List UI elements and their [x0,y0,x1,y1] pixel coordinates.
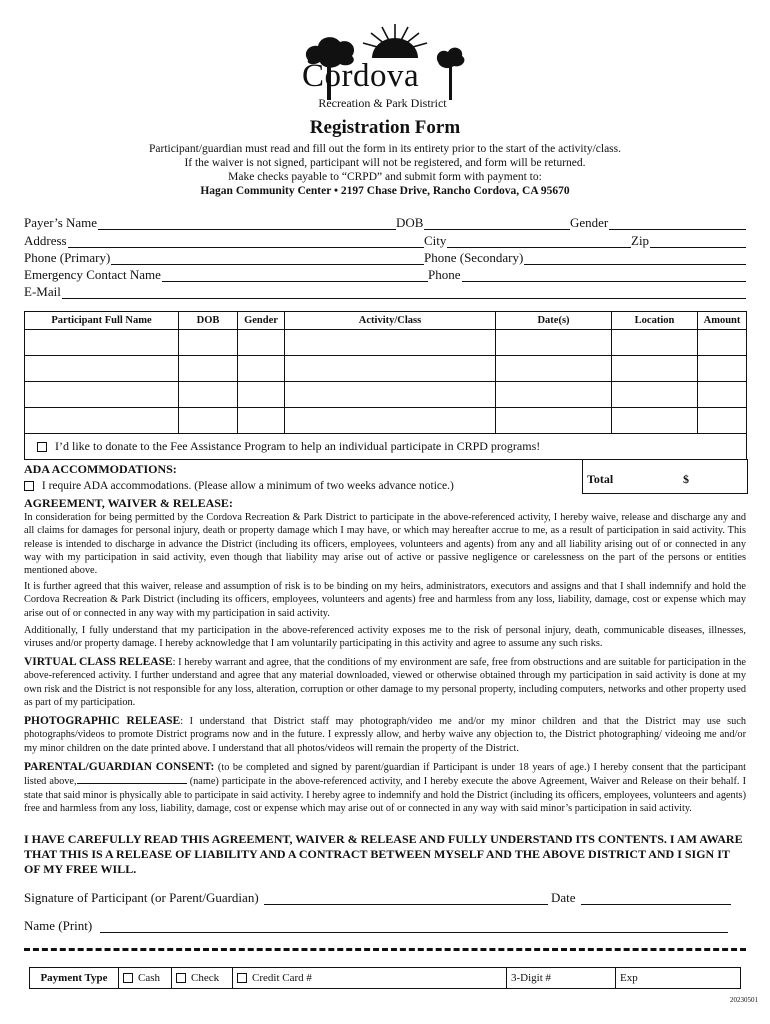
phone-secondary-field[interactable] [536,250,746,264]
parental-text-2: (name) participate in the above-referenced activity, and I hereby execute the above Agreement, Waiver and Release on their behalf. I state that said minor is physically able to participate in said activity. I hereby agree to indemnify and hold the District (including its officers, employees, volunteers and agents) free and harmless from any loss, liability, damage, cost or expense which may arise out of or connected in any way with said minor’s participation in said activity. [24,776,746,814]
name-print-row [24,918,746,936]
phone-primary-label: Phone (Primary) [24,250,111,265]
date-label: Date [551,890,576,905]
col-participant-name: Participant Full Name [25,312,179,330]
name-print-field[interactable] [100,918,728,933]
col-dates: Date(s) [496,312,612,330]
donate-checkbox[interactable] [37,442,47,452]
ada-option-label: I require ADA accommodations. (Please allow a minimum of two weeks advance notice.) [41,480,454,492]
emergency-phone-field[interactable] [466,267,746,281]
digit-field[interactable] [507,968,616,989]
total-label: Total [587,472,614,486]
donate-label: I’d like to donate to the Fee Assistance Program to help an individual participate in CRPD programs! [55,439,541,453]
agreement-heading: AGREEMENT, WAIVER & RELEASE: [24,496,233,510]
parental-lead: PARENTAL/GUARDIAN CONSENT: [24,761,215,773]
row-phone [24,250,746,267]
total-box [582,459,748,494]
table-row [25,356,747,382]
intro-line-2: If the waiver is not signed, participant will not be registered, and form will be returned. [184,157,586,169]
participant-table [24,311,747,434]
logo-subtitle: Recreation & Park District [318,96,447,110]
email-field[interactable] [66,284,746,298]
phone-primary-field[interactable] [116,250,421,264]
col-amount: Amount [698,312,747,330]
name-print-label: Name (Print) [24,918,93,933]
payment-type-label: Payment Type [30,968,119,989]
parental-text-1: (to be completed and signed by parent/guardian if Participant is under 18 years of age.) I hereby consent that the participant listed above, [24,762,746,788]
table-row [25,330,747,356]
signature-label: Signature of Participant (or Parent/Guardian) [24,890,259,905]
cash-checkbox[interactable] [123,973,133,983]
address-field[interactable] [70,233,420,247]
col-location: Location [612,312,698,330]
table-row [25,382,747,408]
minor-name-field[interactable] [77,774,187,784]
col-gender: Gender [238,312,285,330]
row-email [24,284,746,301]
date-field[interactable] [581,890,731,905]
virtual-lead: VIRTUAL CLASS RELEASE [24,656,173,668]
logo-wordmark: Cordova [302,58,420,94]
virtual-text: : I hereby warrant and agree, that the conditions of my environment are safe, free from obstructions and are suitable for participation in the above-referenced activity. I further understand and agree that any material downloaded, viewed or otherwise obtained through my participation in said activity is done at my own risk and the District is not responsible for any loss, alteration, corruption or other damage to my personal property, including computers, networks and other property used as part of my participation. [24,657,746,708]
signature-row [24,890,746,908]
payer-name-field[interactable] [104,215,394,229]
document-number: 20230501 [730,996,758,1004]
ada-heading: ADA ACCOMMODATIONS: [24,462,177,476]
phone-secondary-label: Phone (Secondary) [424,250,524,265]
payer-name-label: Payer’s Name [24,215,98,230]
parental-consent [24,761,746,815]
payment-row [30,968,741,989]
zip-label: Zip [631,233,650,248]
exp-field[interactable] [616,968,741,989]
row-address [24,233,746,250]
certify-statement: I HAVE CAREFULLY READ THIS AGREEMENT, WAIVER & RELEASE AND FULLY UNDERSTAND ITS CONTENTS. I AM AWARE THAT THIS IS A RELEASE OF LIABILITY AND A CONTRACT BETWEEN MYSELF AND THE ABOVE DISTRICT AND I SIGN IT OF MY FREE WILL. [24,832,743,876]
ada-option [24,480,454,492]
gender-label: Gender [570,215,609,230]
emergency-contact-field[interactable] [170,267,425,281]
credit-checkbox[interactable] [237,973,247,983]
col-dob: DOB [179,312,238,330]
city-field[interactable] [454,233,629,247]
donate-row [24,433,747,460]
intro-address: Hagan Community Center • 2197 Chase Drive, Rancho Cordova, CA 95670 [200,185,570,197]
emergency-contact-label: Emergency Contact Name [24,267,161,282]
table-header-row [25,312,747,330]
payment-table [29,967,741,989]
cash-option[interactable] [119,968,172,989]
col-activity: Activity/Class [285,312,496,330]
agreement-p2: It is further agreed that this waiver, release and assumption of risk is to be binding on my heirs, administrators, executors and assigns and that I shall indemnify and hold the Cordova Recreation & Park District (including its officers, employees, volunteers and agents) free and harmless from any loss, liability, damage, cost or expense which may arise out of or connected in any way with my participation in said activity. [24,581,746,619]
virtual-release [24,656,746,709]
check-option[interactable] [172,968,233,989]
dob-label: DOB [396,215,424,230]
intro-line-1: Participant/guardian must read and fill out the form in its entirety prior to the start of the activity/class. [148,143,622,155]
credit-option[interactable] [233,968,507,989]
gender-field[interactable] [614,215,746,229]
cut-line [24,948,746,951]
table-row [25,408,747,434]
row-emergency [24,267,746,284]
page-title: Registration Form [309,117,461,138]
agreement-p3: Additionally, I fully understand that my participation in the above-referenced activity exposes me to the risk of personal injury, death, communicable diseases, illnesses, viruses and/or property damage. I hereby acknowledge that I am voluntarily participating in this activity and agree to assume any such risks. [24,625,746,650]
check-label: Check [191,972,220,984]
credit-label: Credit Card # [252,972,312,984]
city-label: City [424,233,447,248]
zip-field[interactable] [654,233,746,247]
photo-text: : I understand that District staff may photograph/video me and/or my minor children and that the District may use such photographs/videos to promote District programs now and in the future. I expressly allow, and herby waive any objection to, the District photographing/ videoing me and/or my minor children on the date printed above. I understand that all photos/videos will remain the property of the District. [24,716,746,754]
row-payer [24,215,746,232]
cash-label: Cash [138,972,160,984]
digit-label: 3-Digit # [511,972,552,984]
intro-line-3: Make checks payable to “CRPD” and submit form with payment to: [228,171,542,183]
photo-release [24,715,746,755]
total-currency: $ [683,472,689,486]
email-label: E-Mail [24,284,61,299]
address-label: Address [24,233,67,248]
agreement-p1: In consideration for being permitted by the Cordova Recreation & Park District to participate in the above-referenced activity, I hereby waive, release and discharge any and all claims for damages for personal injury, death or property damage which I may have, or which may hereafter accrue to me, as a result of participation in said activity. This release is intended to discharge in advance the District (including its officers, employees, volunteers and agents) from any and all liability arising out of or connected in any way with my participation in said activity, even though that liability may arise out of active or passive negligence or carelessness on the part of the persons or entities mentioned above. [24,512,746,577]
check-checkbox[interactable] [176,973,186,983]
photo-lead: PHOTOGRAPHIC RELEASE [24,715,181,727]
emergency-phone-label: Phone [428,267,461,282]
signature-field[interactable] [264,890,548,905]
ada-checkbox[interactable] [24,481,34,491]
exp-label: Exp [620,972,638,984]
dob-field[interactable] [428,215,568,229]
